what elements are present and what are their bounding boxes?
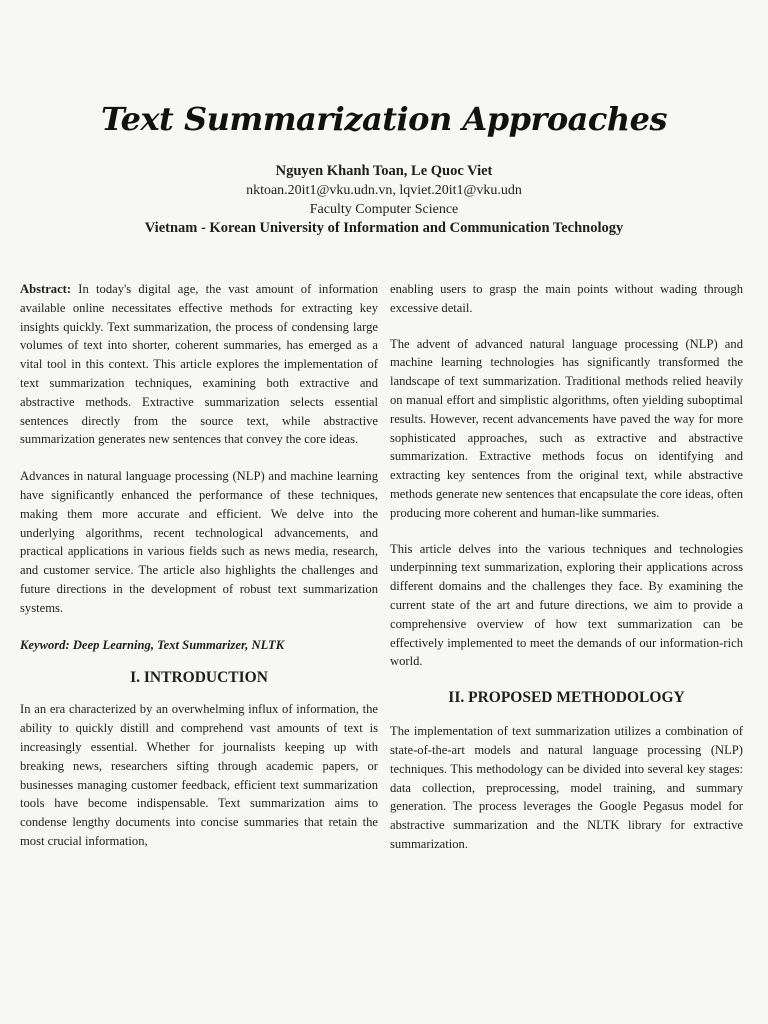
abstract-paragraph	[20, 280, 378, 449]
introduction-paragraph-1-continued: enabling users to grasp the main points without wading through excessive detail.	[390, 282, 743, 315]
introduction-paragraph-1: In an era characterized by an overwhelming influx of information, the ability to quickly distill and comprehend vast amounts of text is increasingly essential. Whether for journalists keeping up with breaking news, researchers sifting through academic papers, or businesses managing customer feedback, efficient text summarization tools have become indispensable. Text summarization aims to condense lengthy documents into concise summaries that retain the most crucial information,	[20, 702, 378, 848]
author-block	[0, 162, 768, 238]
abstract-paragraph-2: Advances in natural language processing (NLP) and machine learning have significantly enhanced the performance of these techniques, making them more accurate and efficient. We delve into the underlying algorithms, recent technological advancements, and practical applications in various fields such as news media, research, and customer service. The article also highlights the challenges and future directions in the development of robust text summarization systems.	[20, 469, 378, 615]
abstract-text: In today's digital age, the vast amount of information available online necessitates effective methods for extracting key insights quickly. Text summarization, the process of condensing large volumes of text into shorter, coherent summaries, has emerged as a vital tool in this context. This article explores the implementation of text summarization techniques, examining both extractive and abstractive methods. Extractive summarization selects essential sentences directly from the source text, while abstractive summarization generates new sentences that convey the core ideas.	[20, 282, 378, 447]
left-column	[20, 280, 378, 869]
introduction-paragraph-2: The advent of advanced natural language processing (NLP) and machine learning technologies has significantly transformed the landscape of text summarization. Traditional methods relied heavily on manual effort and simplistic algorithms, often yielding suboptimal results. However, recent advancements have paved the way for more sophisticated approaches, such as extractive and abstractive summarization. Extractive methods focus on identifying and extracting key sentences from the original text, while abstractive methods generate new sentences that encapsulate the core ideas, often producing more coherent and human-like summaries.	[390, 336, 743, 520]
introduction-paragraph-3: This article delves into the various techniques and technologies underpinning text summarization, exploring their applications across different domains and the challenges they face. By examining the current state of the art and future directions, we aim to provide a comprehensive overview of how text summarization can be effectively implemented to meet the demands of our information-rich world.	[390, 541, 743, 669]
keywords-line: Keyword: Deep Learning, Text Summarizer, NLTK	[20, 637, 285, 652]
author-names: Nguyen Khanh Toan, Le Quoc Viet	[275, 163, 493, 179]
introduction-heading: I. INTRODUCTION	[130, 669, 268, 687]
methodology-paragraph-1: The implementation of text summarization utilizes a combination of state-of-the-art models and natural language processing (NLP) techniques. This methodology can be divided into several key stages: data collection, preprocessing, model training, and summary generation. The process leverages the Google Pegasus model for abstractive summarization and the NLTK library for extractive summarization.	[390, 724, 743, 851]
author-emails: nktoan.20it1@vku.udn.vn, lqviet.20it1@vku.udn	[246, 183, 522, 198]
paper-title: Text Summarization Approaches	[100, 100, 668, 138]
university-name: Vietnam - Korean University of Information and Communication Technology	[144, 220, 624, 236]
methodology-heading: II. PROPOSED METHODOLOGY	[448, 689, 685, 707]
right-column	[390, 280, 743, 871]
faculty-name: Faculty Computer Science	[309, 202, 459, 217]
abstract-label: Abstract:	[20, 282, 72, 296]
